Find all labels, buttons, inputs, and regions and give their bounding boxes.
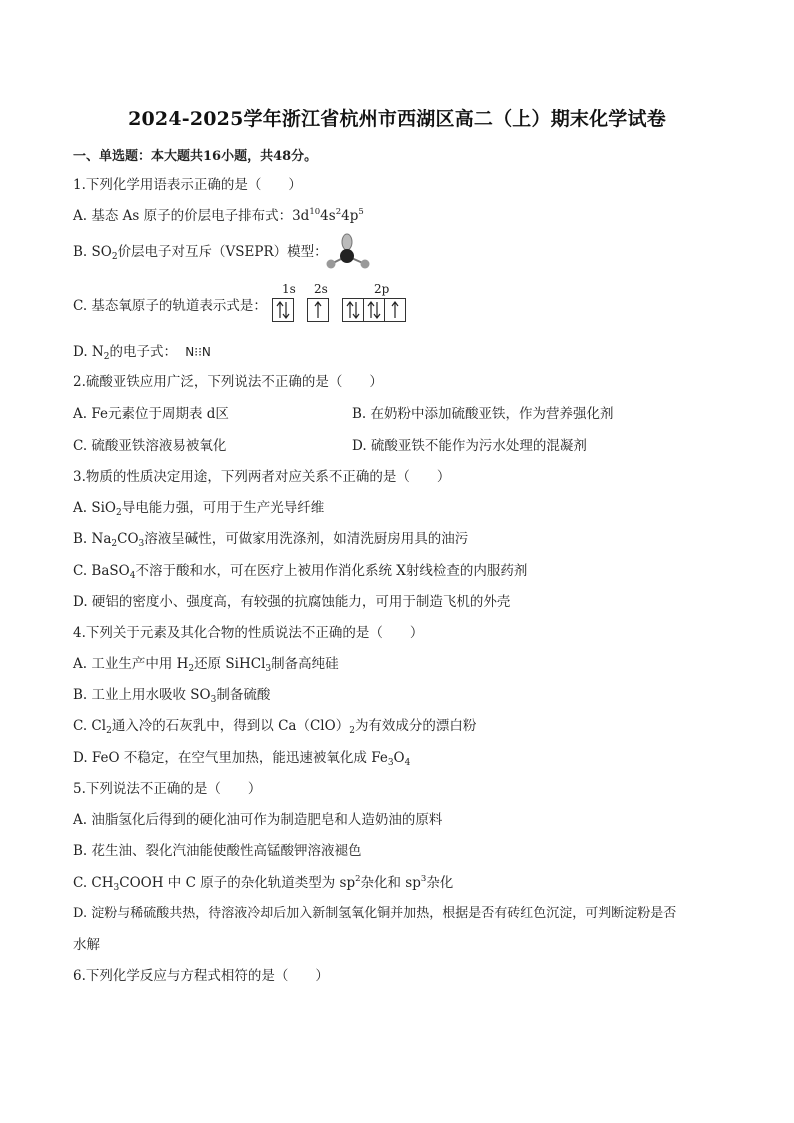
q2-stem: 2.硫酸亚铁应用广泛，下列说法不正确的是（ ）	[73, 374, 383, 390]
q1-option-b: B. $SO_2$价层电子对互斥（VSEPR）模型：	[73, 244, 328, 262]
paired-arrows-icon	[308, 299, 328, 321]
q4-stem: 4.下列关于元素及其化合物的性质说法不正确的是（ ）	[73, 625, 424, 641]
q6-stem: 6.下列化学反应与方程式相符的是（ ）	[73, 968, 329, 984]
q5-option-c: C. $CH_3COOH$ 中 C 原子的杂化轨道类型为 $sp^2$杂化和 $sp^3$杂化	[73, 874, 454, 893]
exam-title: 2024-2025学年浙江省杭州市西湖区高二（上）期末化学试卷	[128, 108, 666, 130]
n2-electron-formula: N⁝⁝N	[185, 345, 211, 359]
orbital-label-2p: 2p	[374, 282, 390, 296]
q4-option-b: B. 工业上用水吸收 $SO_3$制备硫酸	[73, 687, 271, 705]
q3-option-d: D. 硬铝的密度小、强度高，有较强的抗腐蚀能力，可用于制造飞机的外壳	[73, 594, 511, 610]
orbital-cell	[343, 299, 364, 321]
paired-arrows-icon	[343, 299, 363, 321]
q5-option-d-line1: D. 淀粉与稀硫酸共热，待溶液冷却后加入新制氢氧化铜并加热，根据是否有砖红色沉淀，可判断淀粉是否	[73, 906, 677, 921]
paired-arrows-icon	[273, 299, 293, 321]
q4-option-a: A. 工业生产中用 $H_2$还原 SiHCl$_3$制备高纯硅	[73, 656, 339, 674]
q5-option-a: A. 油脂氢化后得到的硬化油可作为制造肥皂和人造奶油的原料	[73, 812, 443, 828]
q2-option-b: B. 在奶粉中添加硫酸亚铁，作为营养强化剂	[352, 406, 614, 422]
q3-stem: 3.物质的性质决定用途，下列两者对应关系不正确的是（ ）	[73, 469, 451, 485]
q5-option-b: B. 花生油、裂化汽油能使酸性高锰酸钾溶液褪色	[73, 843, 362, 859]
orbital-box-2p	[342, 298, 406, 322]
q4-option-c: C. $Cl_2$通入冷的石灰乳中，得到以 $Ca(ClO)_2$为有效成分的漂白粉	[73, 718, 477, 736]
orbital-cell	[273, 299, 293, 321]
orbital-cell	[308, 299, 328, 321]
so2-vsepr-model-figure	[323, 232, 377, 272]
q2-option-d: D. 硫酸亚铁不能作为污水处理的混凝剂	[352, 438, 587, 454]
q1-option-d: D. $N_2$的电子式： N⁝⁝N	[73, 344, 211, 362]
orbital-cell	[364, 299, 385, 321]
q1-stem: 1.下列化学用语表示正确的是（ ）	[73, 177, 302, 193]
orbital-box-1s	[272, 298, 294, 322]
q4-option-d: D. FeO 不稳定，在空气里加热，能迅速被氧化成 $Fe_3O_4$	[73, 750, 411, 768]
orbital-label-1s: 1s	[282, 282, 296, 296]
q3-option-c: C. BaSO$_4$不溶于酸和水，可在医疗上被用作消化系统 X射线检查的内服药剂	[73, 563, 528, 581]
paired-arrows-icon	[364, 299, 384, 321]
q1-option-c: C. 基态氧原子的轨道表示式是：	[73, 298, 267, 314]
q2-option-a: A. Fe元素位于周期表 d区	[73, 406, 229, 422]
q1-option-a: A. 基态 As 原子的价层电子排布式：$3d^{10}4s^24p^5$	[73, 207, 364, 224]
orbital-label-2s: 2s	[314, 282, 328, 296]
q3-option-b: B. $Na_2CO_3$溶液呈碱性，可做家用洗涤剂，如清洗厨房用具的油污	[73, 531, 469, 549]
orbital-cell	[385, 299, 405, 321]
up-arrow-icon	[385, 299, 405, 321]
section-heading: 一、单选题：本大题共16小题，共48分。	[73, 149, 318, 164]
orbital-box-2s	[307, 298, 329, 322]
q5-option-d-line2: 水解	[73, 937, 100, 953]
q3-option-a: A. SiO$_2$导电能力强，可用于生产光导纤维	[73, 500, 325, 518]
q5-stem: 5.下列说法不正确的是（ ）	[73, 781, 262, 797]
q2-option-c: C. 硫酸亚铁溶液易被氧化	[73, 438, 227, 454]
oxygen-orbital-diagram	[270, 282, 420, 326]
